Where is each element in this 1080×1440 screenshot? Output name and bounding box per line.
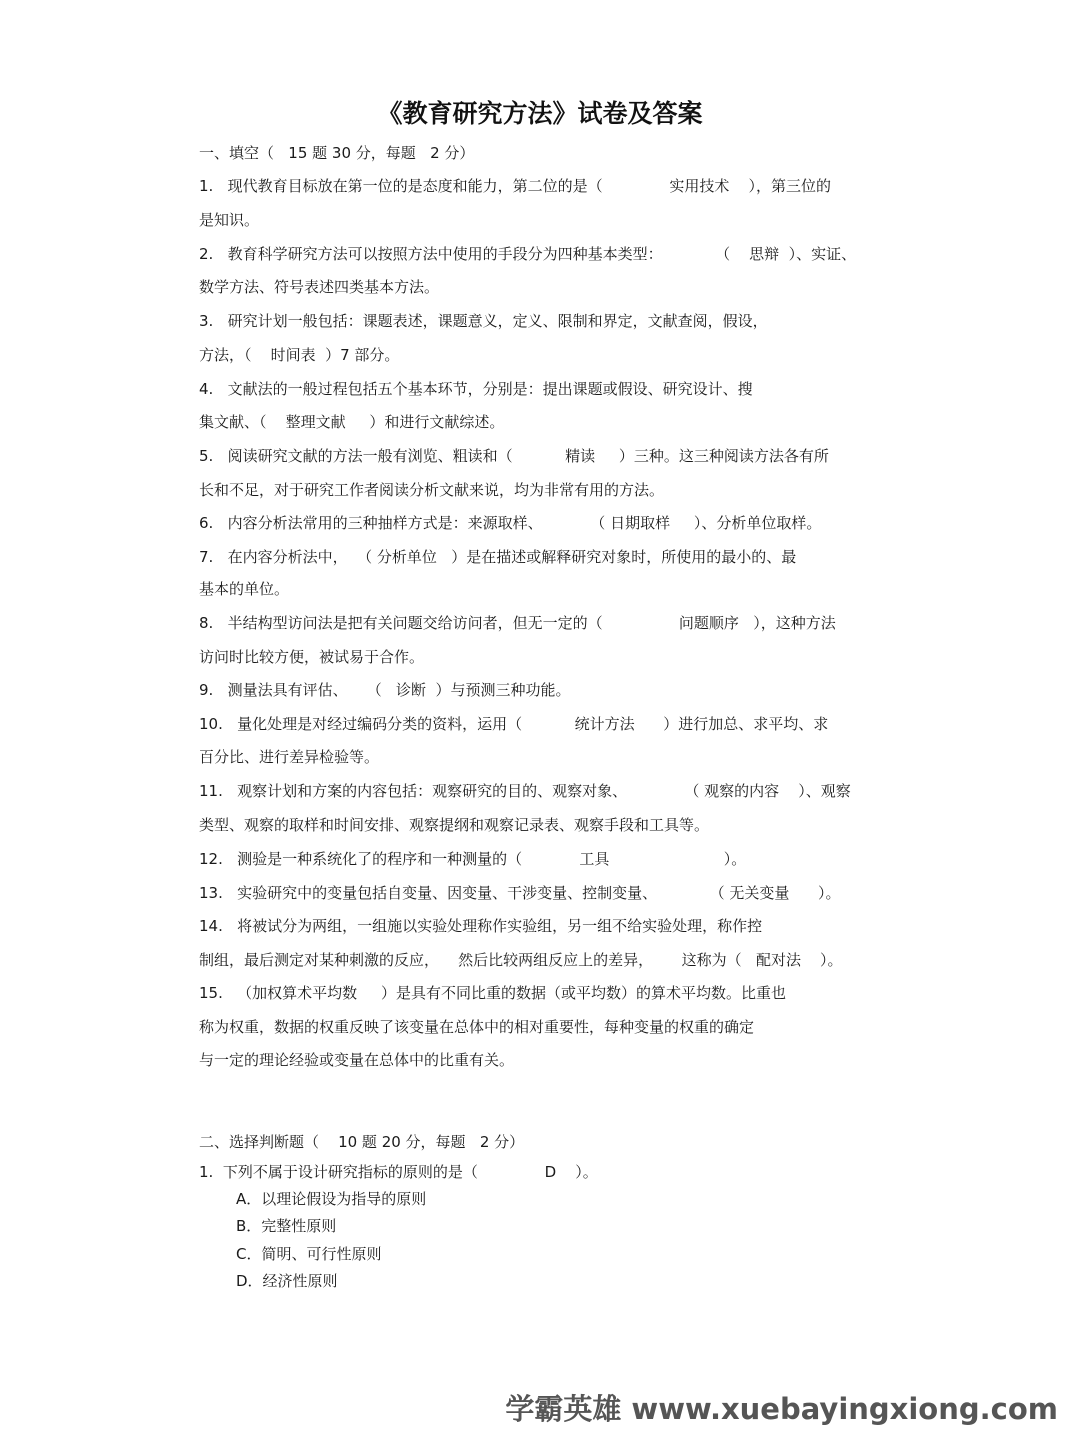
section-1-heading: 一、填空（ 15 题 30 分，每题 2 分） — [199, 144, 475, 162]
choice-option: A．以理论假设为指导的原则 — [236, 1190, 427, 1208]
question-line: 15. （加权算术平均数 ）是具有不同比重的数据（或平均数）的算术平均数。比重也 — [199, 984, 787, 1002]
question-line: 长和不足，对于研究工作者阅读分析文献来说，均为非常有用的方法。 — [199, 481, 665, 499]
question-line: 制组，最后测定对某种刺激的反应， 然后比较两组反应上的差异， 这称为（ 配对法 ）。 — [199, 951, 843, 969]
question-line: 百分比、进行差异检验等。 — [199, 748, 380, 766]
question-line: 14. 将被试分为两组，一组施以实验处理称作实验组，另一组不给实验处理，称作控 — [199, 917, 763, 935]
question-line: 与一定的理论经验或变量在总体中的比重有关。 — [199, 1051, 515, 1069]
page-title: 《教育研究方法》试卷及答案 — [377, 99, 703, 128]
question-line: 13. 实验研究中的变量包括自变量、因变量、干涉变量、控制变量、 （ 无关变量 ）。 — [199, 884, 841, 902]
question-line: 5. 阅读研究文献的方法一般有浏览、粗读和（ 精读 ）三种。这三种阅读方法各有所 — [199, 447, 829, 465]
question-line: 11. 观察计划和方案的内容包括：观察研究的目的、观察对象、 （ 观察的内容 ）、观察 — [199, 782, 851, 800]
question-line: 4. 文献法的一般过程包括五个基本环节，分别是：提出课题或假设、研究设计、搜 — [199, 380, 753, 398]
question-line: 10. 量化处理是对经过编码分类的资料，运用（ 统计方法 ）进行加总、求平均、求 — [199, 715, 829, 733]
choice-option: C．简明、可行性原则 — [236, 1245, 382, 1263]
question-line: 数学方法、符号表述四类基本方法。 — [199, 278, 440, 296]
question-line: 基本的单位。 — [199, 580, 290, 598]
choice-option: B．完整性原则 — [236, 1217, 337, 1235]
choice-option: D．经济性原则 — [236, 1272, 338, 1290]
question-line: 2. 教育科学研究方法可以按照方法中使用的手段分为四种基本类型： （ 思辩 ）、实证、 — [199, 245, 857, 263]
question-line: 称为权重，数据的权重反映了该变量在总体中的相对重要性，每种变量的权重的确定 — [199, 1018, 755, 1036]
question-line: 8. 半结构型访问法是把有关问题交给访问者，但无一定的（ 问题顺序 ），这种方法 — [199, 614, 836, 632]
question-line: 访问时比较方便，被试易于合作。 — [199, 648, 425, 666]
question-line: 7. 在内容分析法中， （ 分析单位 ）是在描述或解释研究对象时，所使用的最小的、最 — [199, 548, 797, 566]
question-line: 类型、观察的取样和时间安排、观察提纲和观察记录表、观察手段和工具等。 — [199, 816, 710, 834]
question-line: 3. 研究计划一般包括：课题表述，课题意义，定义、限制和界定，文献查阅，假设， — [199, 312, 768, 330]
question-line: 是知识。 — [199, 211, 260, 229]
question-line: 9. 测量法具有评估、 （ 诊断 ）与预测三种功能。 — [199, 681, 571, 699]
question-line: 方法，（ 时间表 ）7 部分。 — [199, 346, 400, 364]
question-line: 集文献、（ 整理文献 ）和进行文献综述。 — [199, 413, 505, 431]
question-line: 1. 现代教育目标放在第一位的是态度和能力，第二位的是（ 实用技术 ），第三位的 — [199, 177, 831, 195]
section-2-heading: 二、选择判断题（ 10 题 20 分，每题 2 分） — [199, 1133, 525, 1151]
question-line: 6. 内容分析法常用的三种抽样方式是：来源取样、 （ 日期取样 ）、分析单位取样。 — [199, 514, 822, 532]
choice-question: 1. 下列不属于设计研究指标的原则的是（ D ）。 — [199, 1163, 598, 1181]
question-line: 12. 测验是一种系统化了的程序和一种测量的（ 工具 ）。 — [199, 850, 747, 868]
watermark-text: 学霸英雄 www.xuebayingxiong.com — [505, 1392, 1058, 1426]
